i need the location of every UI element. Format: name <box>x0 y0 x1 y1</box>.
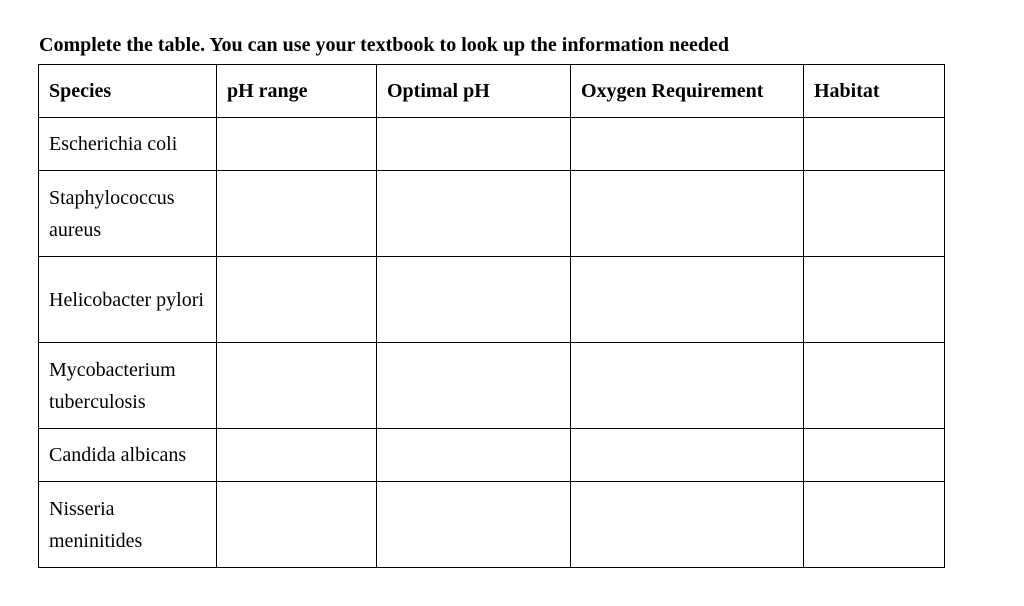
cell-optimal-ph[interactable] <box>377 118 571 171</box>
species-name: Helicobacter pylori <box>49 288 204 311</box>
header-oxygen-requirement: Oxygen Requirement <box>571 65 804 118</box>
cell-habitat[interactable] <box>804 429 945 482</box>
table-row <box>39 343 945 429</box>
species-name: Mycobacterium tuberculosis <box>49 358 176 413</box>
table-row <box>39 482 945 568</box>
cell-oxygen-requirement[interactable] <box>571 482 804 568</box>
cell-ph-range[interactable] <box>217 482 377 568</box>
cell-habitat[interactable] <box>804 171 945 257</box>
cell-ph-range[interactable] <box>217 429 377 482</box>
cell-optimal-ph[interactable] <box>377 429 571 482</box>
species-name: Escherichia coli <box>49 133 178 155</box>
cell-habitat[interactable] <box>804 118 945 171</box>
cell-species <box>39 343 217 429</box>
cell-oxygen-requirement[interactable] <box>571 429 804 482</box>
table-row <box>39 429 945 482</box>
cell-optimal-ph[interactable] <box>377 171 571 257</box>
cell-oxygen-requirement[interactable] <box>571 118 804 171</box>
cell-habitat[interactable] <box>804 482 945 568</box>
cell-ph-range[interactable] <box>217 257 377 343</box>
cell-optimal-ph[interactable] <box>377 343 571 429</box>
header-optimal-ph: Optimal pH <box>377 65 571 118</box>
cell-ph-range[interactable] <box>217 343 377 429</box>
species-name: Staphylococcus aureus <box>49 186 175 241</box>
cell-oxygen-requirement[interactable] <box>571 171 804 257</box>
table-row <box>39 118 945 171</box>
cell-species <box>39 429 217 482</box>
species-name: Candida albicans <box>49 444 187 466</box>
cell-optimal-ph[interactable] <box>377 257 571 343</box>
table-row <box>39 171 945 257</box>
header-species: Species <box>39 65 217 118</box>
cell-species <box>39 257 217 343</box>
cell-ph-range[interactable] <box>217 118 377 171</box>
species-name: Nisseria meninitides <box>49 497 143 552</box>
cell-species <box>39 171 217 257</box>
species-table <box>38 64 945 568</box>
cell-species <box>39 482 217 568</box>
cell-oxygen-requirement[interactable] <box>571 343 804 429</box>
cell-oxygen-requirement[interactable] <box>571 257 804 343</box>
cell-habitat[interactable] <box>804 343 945 429</box>
table-header-row <box>39 65 945 118</box>
header-ph-range: pH range <box>217 65 377 118</box>
cell-species <box>39 118 217 171</box>
table-row <box>39 257 945 343</box>
page-instruction: Complete the table. You can use your textbook to look up the information needed <box>39 34 730 56</box>
cell-optimal-ph[interactable] <box>377 482 571 568</box>
header-habitat: Habitat <box>804 65 945 118</box>
cell-ph-range[interactable] <box>217 171 377 257</box>
cell-habitat[interactable] <box>804 257 945 343</box>
